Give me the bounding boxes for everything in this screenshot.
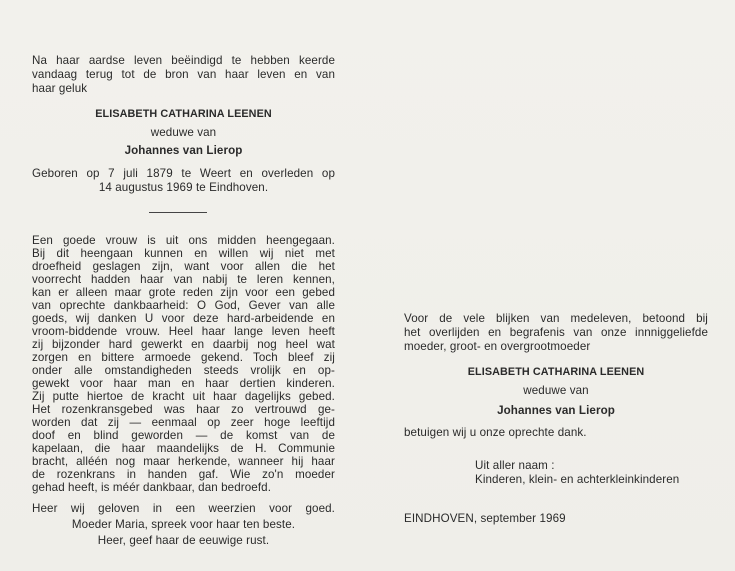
- body-line: zorgen en bittere armoede gekend. Toch bleef zij: [32, 351, 335, 364]
- body-line: zij bijzonder hard gewerkt en daarbij nog heel wat: [32, 338, 335, 351]
- body-line: de rozenkrans in handen gaf. Wie zo'n moeder: [32, 468, 335, 481]
- body-line: gewekt voor haar man en haar dertien kinderen.: [32, 377, 335, 390]
- body-line: voorrecht hadden haar van nabij te leren kennen,: [32, 273, 335, 286]
- born-line-2: 14 augustus 1969 te Eindhoven.: [98, 181, 269, 194]
- body-line: kan er alleen maar grote reden zijn voor een gebed: [32, 286, 335, 299]
- prayer-line-3: Heer, geef haar de eeuwige rust.: [97, 534, 270, 547]
- body-line: kapelaan, die haar maandelijks de H. Communie: [32, 442, 335, 455]
- divider: [149, 212, 207, 213]
- prayer-line-2: Moeder Maria, spreek voor haar ten beste.: [71, 518, 296, 531]
- body-line: gehad heeft, is méér dankbaar, dan bedroefd.: [32, 481, 272, 494]
- body-line: droefheid geslagen zijn, want voor allen die het: [32, 260, 335, 273]
- born-line-1: Geboren op 7 juli 1879 te Weert en overleden op: [32, 167, 335, 180]
- intro-line-3: haar geluk: [32, 82, 88, 95]
- thanks-end: betuigen wij u onze oprechte dank.: [404, 426, 587, 439]
- right-panel: [368, 0, 735, 571]
- husband-name-right: Johannes van Lierop: [497, 404, 615, 417]
- body-line: van oprechte dankbaarheid: O God, Gever van alle: [32, 299, 335, 312]
- widow-of-right: weduwe van: [523, 384, 589, 397]
- body-line: Een goede vrouw is uit ons midden heengegaan.: [32, 234, 335, 247]
- deceased-name: ELISABETH CATHARINA LEENEN: [95, 108, 272, 120]
- place-date: EINDHOVEN, september 1969: [404, 512, 566, 525]
- thanks-line-3: moeder, groot- en overgrootmoeder: [404, 340, 591, 353]
- body-line: doof en blind geworden — de komst van de: [32, 429, 335, 442]
- widow-of: weduwe van: [150, 126, 217, 139]
- body-line: bracht, alléén nog maar herkende, wanneer hij haar: [32, 455, 335, 468]
- body-line: Zij putte hiertoe de kracht uit haar dagelijks gebed.: [32, 390, 335, 403]
- intro-line-1: Na haar aardse leven beëindigd te hebben keerde: [32, 54, 335, 67]
- husband-name: Johannes van Lierop: [124, 144, 243, 157]
- body-line: onder alle omstandigheden steeds vrolijk en op-: [32, 364, 335, 377]
- prayer-line-1: Heer wij geloven in een weerzien voor goed.: [32, 502, 335, 515]
- thanks-line-2: het overlijden en begrafenis van onze innniggeliefde: [404, 326, 708, 339]
- body-line: Bij dit heengaan kunnen en willen wij niet met: [32, 247, 335, 260]
- intro-line-2: vandaag terug tot de bron van haar leven en van: [32, 68, 335, 81]
- deceased-name-right: ELISABETH CATHARINA LEENEN: [467, 366, 645, 378]
- signoff-line-1: Uit aller naam :: [475, 459, 555, 472]
- signoff-line-2: Kinderen, klein- en achterkleinkinderen: [475, 473, 680, 486]
- body-line: goeds, wij danken U voor deze hard-arbeidende en: [32, 312, 335, 325]
- thanks-line-1: Voor de vele blijken van medeleven, betoond bij: [404, 312, 708, 325]
- body-line: vroom-biddende vrouw. Heel haar lange leven heeft: [32, 325, 335, 338]
- body-line: Het rozenkransgebed was haar zo vertrouwd ge-: [32, 403, 335, 416]
- body-line: worden dat zij — eenmaal op zeer hoge leeftijd: [32, 416, 335, 429]
